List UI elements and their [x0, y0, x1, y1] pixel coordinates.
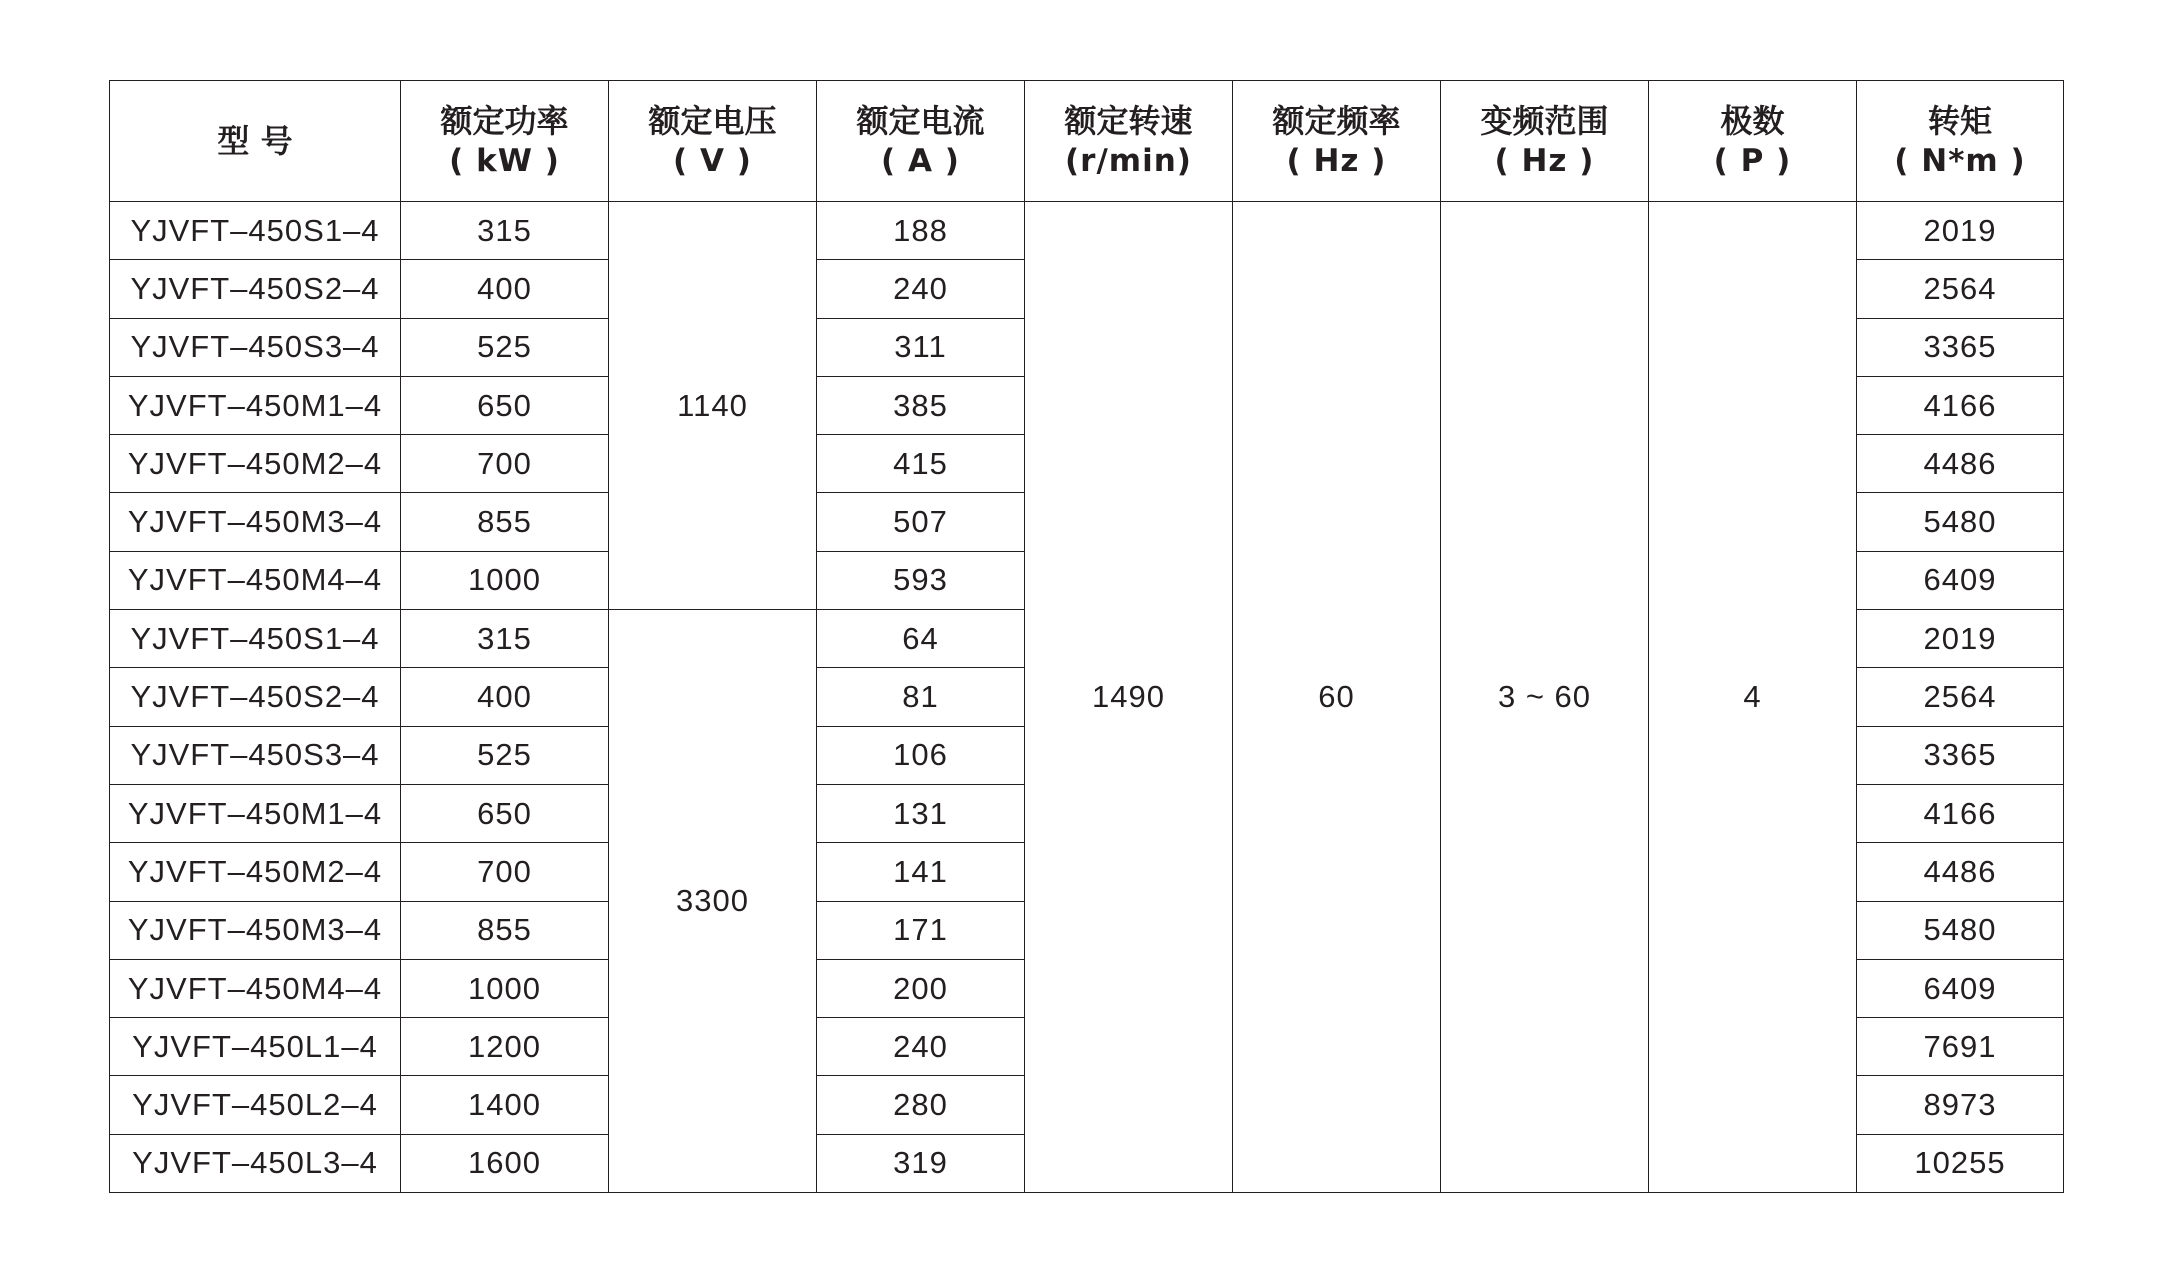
header-freq-range-unit: ( Hz )	[1494, 143, 1595, 179]
cell-model: YJVFT–450M1–4	[110, 376, 401, 434]
header-rated-speed-unit: (r/min)	[1065, 143, 1192, 179]
cell-model: YJVFT–450M3–4	[110, 901, 401, 959]
cell-model: YJVFT–450S1–4	[110, 202, 401, 260]
cell-poles: 4	[1649, 202, 1857, 1193]
cell-model: YJVFT–450S1–4	[110, 610, 401, 668]
cell-torque: 2564	[1857, 260, 2064, 318]
header-torque-unit: ( N*m )	[1894, 143, 2026, 179]
cell-power: 400	[401, 668, 609, 726]
cell-current: 415	[817, 435, 1025, 493]
header-model	[110, 81, 401, 202]
header-rated-current-label: 额定电流	[856, 102, 985, 140]
cell-model: YJVFT–450S3–4	[110, 726, 401, 784]
cell-model: YJVFT–450S3–4	[110, 318, 401, 376]
header-rated-power-unit: ( kW )	[449, 143, 560, 179]
cell-current: 385	[817, 376, 1025, 434]
header-rated-power	[401, 81, 609, 202]
cell-voltage-group-1: 1140	[609, 202, 817, 610]
cell-model: YJVFT–450M2–4	[110, 843, 401, 901]
cell-power: 1600	[401, 1134, 609, 1192]
cell-voltage-group-2: 3300	[609, 610, 817, 1193]
cell-torque: 8973	[1857, 1076, 2064, 1134]
cell-model: YJVFT–450S2–4	[110, 260, 401, 318]
cell-model: YJVFT–450M3–4	[110, 493, 401, 551]
cell-rated-speed: 1490	[1025, 202, 1233, 1193]
cell-rated-frequency: 60	[1233, 202, 1441, 1193]
cell-model: YJVFT–450L2–4	[110, 1076, 401, 1134]
cell-freq-range: 3 ~ 60	[1441, 202, 1649, 1193]
cell-power: 1000	[401, 959, 609, 1017]
motor-spec-table	[109, 80, 2064, 1193]
cell-model: YJVFT–450L3–4	[110, 1134, 401, 1192]
header-rated-frequency-label: 额定频率	[1272, 102, 1401, 140]
cell-power: 315	[401, 610, 609, 668]
cell-current: 240	[817, 260, 1025, 318]
cell-power: 1000	[401, 551, 609, 609]
cell-current: 280	[817, 1076, 1025, 1134]
cell-model: YJVFT–450M2–4	[110, 435, 401, 493]
header-rated-speed	[1025, 81, 1233, 202]
cell-power: 700	[401, 435, 609, 493]
header-rated-voltage	[609, 81, 817, 202]
header-rated-voltage-unit: ( V )	[673, 143, 752, 179]
cell-current: 171	[817, 901, 1025, 959]
header-poles-unit: ( P )	[1713, 143, 1792, 179]
cell-torque: 4166	[1857, 376, 2064, 434]
cell-current: 81	[817, 668, 1025, 726]
cell-torque: 10255	[1857, 1134, 2064, 1192]
cell-power: 315	[401, 202, 609, 260]
cell-torque: 3365	[1857, 726, 2064, 784]
header-row	[110, 81, 2064, 202]
cell-torque: 4166	[1857, 784, 2064, 842]
header-torque-label: 转矩	[1927, 102, 1992, 140]
header-rated-current-unit: ( A )	[881, 143, 960, 179]
cell-torque: 6409	[1857, 551, 2064, 609]
cell-model: YJVFT–450M1–4	[110, 784, 401, 842]
cell-power: 855	[401, 493, 609, 551]
cell-power: 855	[401, 901, 609, 959]
header-rated-frequency-unit: ( Hz )	[1286, 143, 1387, 179]
header-torque	[1857, 81, 2064, 202]
header-poles-label: 极数	[1720, 102, 1785, 140]
cell-torque: 5480	[1857, 901, 2064, 959]
cell-current: 141	[817, 843, 1025, 901]
cell-current: 200	[817, 959, 1025, 1017]
cell-power: 1200	[401, 1018, 609, 1076]
cell-current: 507	[817, 493, 1025, 551]
cell-torque: 3365	[1857, 318, 2064, 376]
cell-torque: 5480	[1857, 493, 2064, 551]
table-row	[110, 202, 2064, 260]
header-freq-range-label: 变频范围	[1480, 102, 1609, 140]
cell-model: YJVFT–450L1–4	[110, 1018, 401, 1076]
cell-current: 240	[817, 1018, 1025, 1076]
header-rated-frequency	[1233, 81, 1441, 202]
header-model-label: 型 号	[217, 122, 293, 160]
cell-current: 319	[817, 1134, 1025, 1192]
cell-power: 525	[401, 726, 609, 784]
cell-torque: 2019	[1857, 202, 2064, 260]
cell-current: 188	[817, 202, 1025, 260]
cell-power: 400	[401, 260, 609, 318]
cell-torque: 2019	[1857, 610, 2064, 668]
cell-power: 525	[401, 318, 609, 376]
header-rated-speed-label: 额定转速	[1064, 102, 1193, 140]
cell-model: YJVFT–450S2–4	[110, 668, 401, 726]
header-rated-current	[817, 81, 1025, 202]
cell-current: 106	[817, 726, 1025, 784]
header-poles	[1649, 81, 1857, 202]
cell-power: 1400	[401, 1076, 609, 1134]
cell-current: 131	[817, 784, 1025, 842]
header-rated-power-label: 额定功率	[440, 102, 569, 140]
cell-model: YJVFT–450M4–4	[110, 551, 401, 609]
cell-power: 650	[401, 376, 609, 434]
cell-power: 650	[401, 784, 609, 842]
cell-current: 593	[817, 551, 1025, 609]
cell-torque: 6409	[1857, 959, 2064, 1017]
cell-torque: 4486	[1857, 843, 2064, 901]
cell-torque: 7691	[1857, 1018, 2064, 1076]
header-rated-voltage-label: 额定电压	[648, 102, 777, 140]
header-freq-range	[1441, 81, 1649, 202]
cell-torque: 4486	[1857, 435, 2064, 493]
cell-current: 311	[817, 318, 1025, 376]
cell-current: 64	[817, 610, 1025, 668]
cell-model: YJVFT–450M4–4	[110, 959, 401, 1017]
cell-power: 700	[401, 843, 609, 901]
cell-torque: 2564	[1857, 668, 2064, 726]
